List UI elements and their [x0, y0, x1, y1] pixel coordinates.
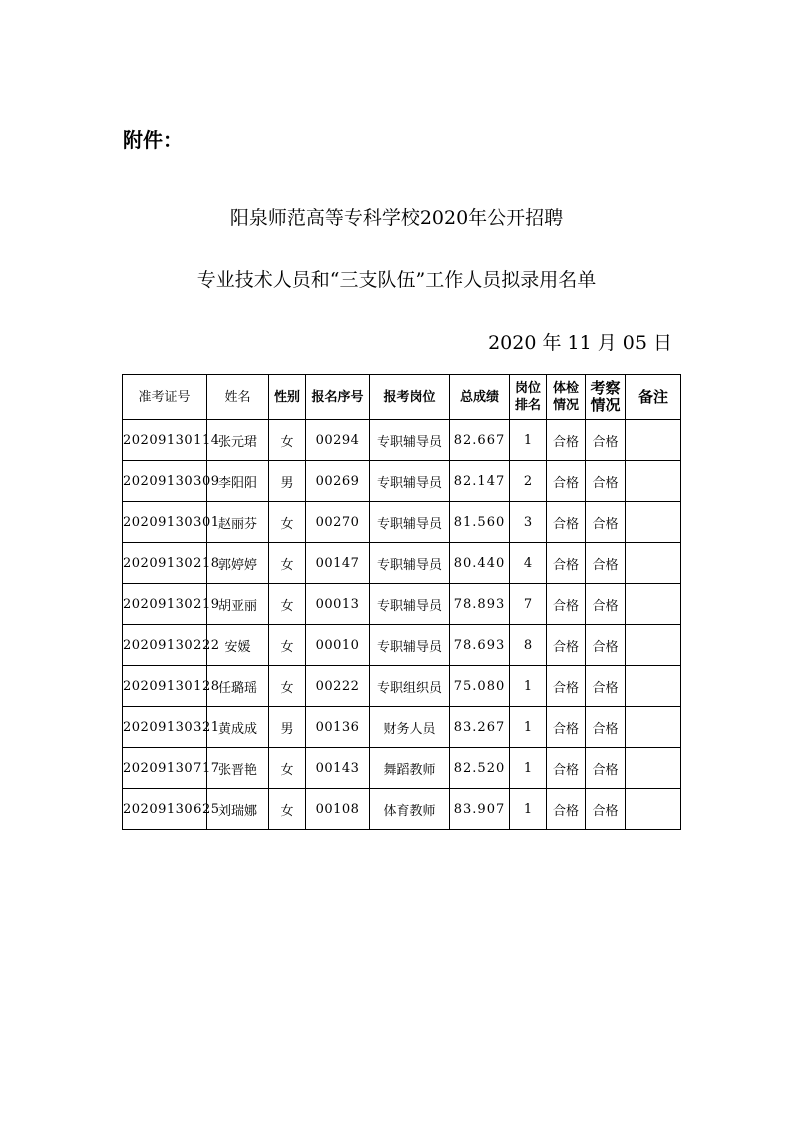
cell-total: 75.080 — [450, 666, 510, 707]
cell-total: 82.520 — [450, 748, 510, 789]
cell-reg-no: 00136 — [306, 707, 370, 748]
cell-inspection: 合格 — [586, 584, 626, 625]
cell-name: 李阳阳 — [207, 461, 269, 502]
cell-reg-no: 00270 — [306, 502, 370, 543]
table-row — [123, 666, 681, 707]
cell-gender: 男 — [269, 707, 306, 748]
cell-inspection: 合格 — [586, 625, 626, 666]
table-body — [123, 420, 681, 830]
cell-total: 83.907 — [450, 789, 510, 830]
cell-inspection: 合格 — [586, 666, 626, 707]
header-reg-no: 报名序号 — [306, 375, 370, 420]
admission-table — [122, 374, 681, 830]
cell-gender: 女 — [269, 789, 306, 830]
cell-remarks — [626, 543, 681, 584]
cell-gender: 女 — [269, 625, 306, 666]
cell-total: 78.893 — [450, 584, 510, 625]
cell-medical: 合格 — [547, 461, 586, 502]
cell-inspection: 合格 — [586, 420, 626, 461]
cell-gender: 女 — [269, 420, 306, 461]
table-row — [123, 789, 681, 830]
cell-total: 80.440 — [450, 543, 510, 584]
cell-medical: 合格 — [547, 748, 586, 789]
cell-position: 专职辅导员 — [370, 543, 450, 584]
cell-inspection: 合格 — [586, 461, 626, 502]
header-inspection: 考察情况 — [586, 375, 626, 420]
cell-medical: 合格 — [547, 789, 586, 830]
cell-total: 82.147 — [450, 461, 510, 502]
cell-remarks — [626, 625, 681, 666]
cell-name: 任璐瑶 — [207, 666, 269, 707]
cell-medical: 合格 — [547, 666, 586, 707]
cell-rank: 4 — [510, 543, 547, 584]
header-remarks: 备注 — [626, 375, 681, 420]
document-title-line1: 阳泉师范高等专科学校2020年公开招聘 — [229, 207, 564, 229]
cell-medical: 合格 — [547, 502, 586, 543]
attachment-label: 附件： — [123, 128, 183, 152]
cell-inspection: 合格 — [586, 748, 626, 789]
table-row — [123, 625, 681, 666]
header-medical: 体检情况 — [547, 375, 586, 420]
cell-rank: 1 — [510, 748, 547, 789]
cell-position: 专职辅导员 — [370, 420, 450, 461]
cell-exam-no: 20209130321 — [123, 707, 207, 748]
cell-exam-no: 20209130114 — [123, 420, 207, 461]
cell-reg-no: 00013 — [306, 584, 370, 625]
cell-rank: 1 — [510, 420, 547, 461]
cell-exam-no: 20209130128 — [123, 666, 207, 707]
cell-gender: 女 — [269, 584, 306, 625]
cell-gender: 女 — [269, 543, 306, 584]
cell-position: 舞蹈教师 — [370, 748, 450, 789]
header-position: 报考岗位 — [370, 375, 450, 420]
cell-medical: 合格 — [547, 584, 586, 625]
cell-exam-no: 20209130219 — [123, 584, 207, 625]
table-row — [123, 748, 681, 789]
cell-name: 黄成成 — [207, 707, 269, 748]
cell-inspection: 合格 — [586, 543, 626, 584]
cell-reg-no: 00147 — [306, 543, 370, 584]
cell-remarks — [626, 584, 681, 625]
cell-total: 82.667 — [450, 420, 510, 461]
cell-reg-no: 00269 — [306, 461, 370, 502]
cell-reg-no: 00143 — [306, 748, 370, 789]
document-title-line2: 专业技术人员和“三支队伍”工作人员拟录用名单 — [196, 269, 597, 291]
cell-name: 郭婷婷 — [207, 543, 269, 584]
cell-remarks — [626, 789, 681, 830]
header-total: 总成绩 — [450, 375, 510, 420]
cell-rank: 1 — [510, 789, 547, 830]
cell-gender: 男 — [269, 461, 306, 502]
cell-rank: 8 — [510, 625, 547, 666]
cell-name: 安媛 — [207, 625, 269, 666]
table-header-row — [123, 375, 681, 420]
table-row — [123, 707, 681, 748]
header-exam-no: 准考证号 — [123, 375, 207, 420]
cell-name: 张晋艳 — [207, 748, 269, 789]
cell-exam-no: 20209130218 — [123, 543, 207, 584]
cell-position: 专职辅导员 — [370, 584, 450, 625]
cell-position: 专职辅导员 — [370, 461, 450, 502]
cell-remarks — [626, 748, 681, 789]
document-date: 2020 年 11 月 05 日 — [488, 332, 672, 354]
cell-gender: 女 — [269, 748, 306, 789]
cell-exam-no: 20209130309 — [123, 461, 207, 502]
cell-inspection: 合格 — [586, 707, 626, 748]
header-gender: 性别 — [269, 375, 306, 420]
cell-position: 专职辅导员 — [370, 625, 450, 666]
cell-reg-no: 00294 — [306, 420, 370, 461]
cell-rank: 1 — [510, 666, 547, 707]
cell-exam-no: 20209130301 — [123, 502, 207, 543]
header-name: 姓名 — [207, 375, 269, 420]
cell-remarks — [626, 666, 681, 707]
cell-name: 胡亚丽 — [207, 584, 269, 625]
table-row — [123, 502, 681, 543]
cell-gender: 女 — [269, 502, 306, 543]
table-row — [123, 543, 681, 584]
cell-reg-no: 00108 — [306, 789, 370, 830]
cell-exam-no: 20209130222 — [123, 625, 207, 666]
cell-rank: 7 — [510, 584, 547, 625]
cell-total: 83.267 — [450, 707, 510, 748]
cell-name: 刘瑞娜 — [207, 789, 269, 830]
cell-medical: 合格 — [547, 420, 586, 461]
cell-position: 专职组织员 — [370, 666, 450, 707]
cell-name: 张元珺 — [207, 420, 269, 461]
cell-rank: 2 — [510, 461, 547, 502]
cell-inspection: 合格 — [586, 789, 626, 830]
cell-reg-no: 00222 — [306, 666, 370, 707]
cell-exam-no: 20209130717 — [123, 748, 207, 789]
cell-inspection: 合格 — [586, 502, 626, 543]
cell-position: 财务人员 — [370, 707, 450, 748]
cell-remarks — [626, 502, 681, 543]
table-row — [123, 461, 681, 502]
cell-rank: 1 — [510, 707, 547, 748]
cell-remarks — [626, 461, 681, 502]
cell-total: 81.560 — [450, 502, 510, 543]
table-row — [123, 420, 681, 461]
cell-gender: 女 — [269, 666, 306, 707]
cell-medical: 合格 — [547, 625, 586, 666]
cell-position: 体育教师 — [370, 789, 450, 830]
header-rank: 岗位排名 — [510, 375, 547, 420]
cell-rank: 3 — [510, 502, 547, 543]
cell-total: 78.693 — [450, 625, 510, 666]
cell-position: 专职辅导员 — [370, 502, 450, 543]
cell-reg-no: 00010 — [306, 625, 370, 666]
cell-medical: 合格 — [547, 707, 586, 748]
table-row — [123, 584, 681, 625]
cell-remarks — [626, 420, 681, 461]
cell-medical: 合格 — [547, 543, 586, 584]
cell-exam-no: 20209130625 — [123, 789, 207, 830]
cell-remarks — [626, 707, 681, 748]
cell-name: 赵丽芬 — [207, 502, 269, 543]
